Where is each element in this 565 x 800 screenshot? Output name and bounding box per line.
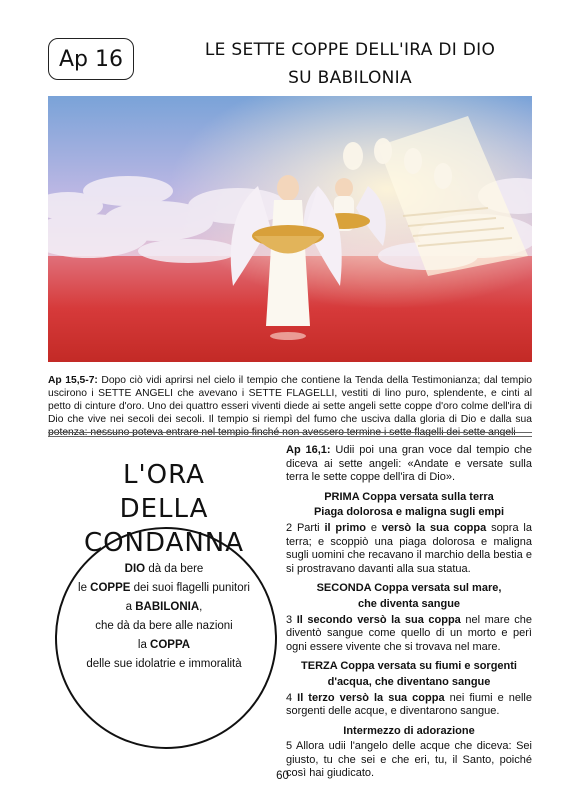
summary-line-3: , [199, 601, 203, 613]
summary-line-2: dei suoi flagelli punitori [130, 582, 250, 594]
caption-text-2: SETTE ANGELI [98, 388, 173, 399]
verse-3-b1: Il secondo versò la sua coppa [296, 613, 461, 626]
summary-bowls: COPPE [90, 582, 131, 594]
heading-line-1: L'ORA [123, 460, 205, 490]
title-line-1: LE SETTE COPPE DELL'IRA DI DIO [204, 40, 496, 60]
subheading-interlude: Intermezzo di adorazione [343, 724, 475, 737]
intro-reference: Ap 16,1: [286, 444, 331, 456]
verse-4-num: 4 [286, 691, 298, 704]
verse-2-b2: versò la sua coppa [381, 521, 487, 534]
caption-text-5: , vestiti di lino puro, splendente, e cinti al petto di cinture d'oro. Uno dei quattro esseri viventi diede ai sette angeli sette coppe d'oro colme dell'ira di Dio che vive nei secoli dei secoli. Il tempio si riempì del fumo che usciva dalla gloria di Dio e dalla sua potenza: nessuno poteva entrare nel tempio finché non avessero termine i sette flagelli dei sette angeli [48, 388, 532, 438]
caption-reference: Ap 15,5-7: [48, 375, 98, 386]
subheading-first-bowl: PRIMA Coppa versata sulla terra [324, 490, 494, 503]
summary-babylon: BABILONIA [135, 601, 200, 613]
chapter-badge: Ap 16 [48, 38, 134, 80]
verse-4-t1: nei fiumi e nelle sorgenti delle acque, e diventarono sangue. [286, 691, 532, 718]
verse-3 [286, 614, 532, 655]
verse-5: 5 Allora udii l'angelo delle acque che diceva: Sei giusto, tu che sei e che eri, tu, il Santo, poiché così hai giudicato. [286, 740, 532, 780]
subheading-third-bowl: TERZA Coppa versata su fiumi e sorgenti [301, 660, 517, 673]
verse-2-b1: il primo [324, 521, 366, 534]
summary-line-1: dà da bere [145, 563, 204, 575]
summary-line-5a: la [137, 639, 151, 651]
subheading-second-bowl: SECONDA Coppa versata sul mare, [316, 582, 502, 595]
subheading-third-bowl-sub: d'acqua, che diventano sangue [327, 675, 491, 688]
verse-3-num: 3 [286, 613, 297, 626]
scripture-column [286, 444, 532, 787]
page-number: 60 [276, 770, 289, 782]
caption-text-3: che avevano i [172, 388, 249, 399]
caption-text-4: SETTE FLAGELLI [248, 388, 335, 399]
scripture-caption [48, 374, 532, 439]
subheading-second-bowl-sub: che diventa sangue [357, 597, 461, 610]
summary-line-4: che dà da bere alle nazioni [95, 620, 233, 632]
verse-2-t1: e [365, 521, 382, 534]
caption-text-1: Dopo ciò vidi aprirsi nel cielo il tempio che contiene la Tenda della Testimonianza; dal tempio uscirono i [48, 375, 533, 399]
summary-god: DIO [124, 563, 146, 575]
divider-line-2 [48, 436, 532, 437]
summary-cup: COPPA [150, 639, 191, 651]
verse-2-t2: sopra la terra; e scoppiò una piaga dolorosa e maligna sugli uomini che recavano il marchio della bestia e si prostravano davanti alla sua statua. [286, 521, 532, 575]
title-line-2: SU BABILONIA [288, 68, 412, 88]
summary-line-6: delle sue idolatrie e immoralità [86, 658, 242, 670]
heading-line-2: DELLA CONDANNA [83, 494, 245, 558]
subheading-first-bowl-sub: Piaga dolorosa e maligna sugli empi [313, 506, 505, 519]
verse-4 [286, 692, 532, 719]
verse-4-b1: Il terzo versò la sua coppa [297, 691, 445, 704]
summary-line-3a: a [125, 601, 136, 613]
summary-line-2a: le [78, 582, 91, 594]
divider-line [48, 432, 532, 433]
summary-text [55, 560, 273, 674]
verse-2 [286, 522, 532, 576]
page-title [150, 36, 550, 92]
illustration-angels-with-bowls [48, 96, 532, 362]
verse-3-t1: nel mare che diventò sangue come quello di un morto e perì ogni essere vivente che si trovava nel mare. [286, 613, 532, 653]
verse-2-num: 2 Parti [286, 521, 325, 534]
intro-paragraph [286, 444, 532, 485]
intro-text: Udii poi una gran voce dal tempio che diceva ai sette angeli: «Andate e versate sulla terra le sette coppe dell'ira di Dio». [286, 444, 532, 484]
